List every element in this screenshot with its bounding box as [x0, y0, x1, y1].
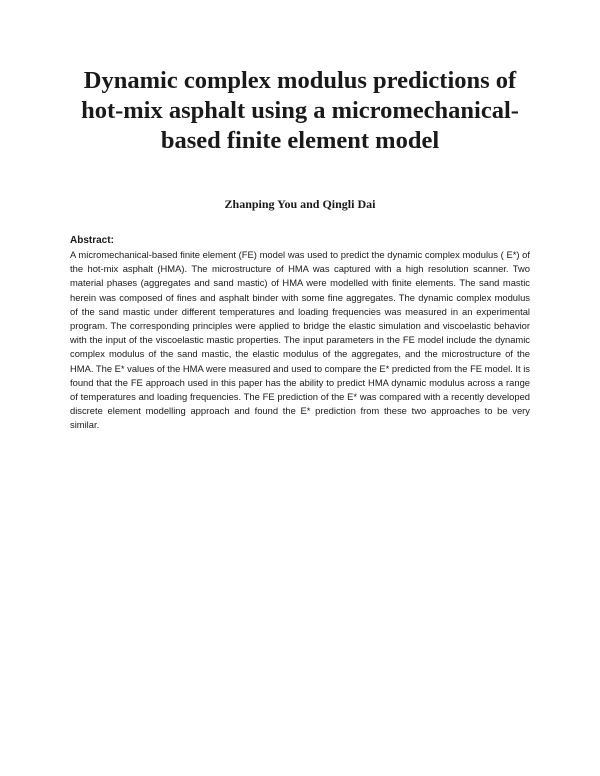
- abstract-text: A micromechanical-based finite element (FE) model was used to predict the dynamic complex modulus ( E*) of the hot-mix asphalt (HMA). The microstructure of HMA was captured with a high resolution scanner. Two material phases (aggregates and sand mastic) of HMA were modelled with finite elements. The sand mastic herein was composed of fines and asphalt binder with some fine aggregates. The dynamic complex modulus of the sand mastic under different temperatures and loading frequencies was measured in an experimental program. The corresponding principles were applied to bridge the elastic simulation and viscoelastic behavior with the input of the viscoelastic mastic properties. The input parameters in the FE model include the dynamic complex modulus of the sand mastic, the elastic modulus of the aggregates, and the microstructure of the HMA. The E* values of the HMA were measured and used to compare the E* predicted from the FE model. It is found that the FE approach used in this paper has the ability to predict HMA dynamic modulus across a range of temperatures and loading frequencies. The FE prediction of the E* was compared with a recently developed discrete element modelling approach and found the E* prediction from these two approaches to be very similar.: [70, 249, 530, 431]
- title-line-2: hot-mix asphalt using a micromechanical-: [81, 97, 519, 124]
- paper-authors: Zhanping You and Qingli Dai: [224, 197, 376, 211]
- abstract-section: [70, 234, 530, 433]
- abstract-heading: Abstract:: [70, 235, 114, 246]
- paper-title: [60, 66, 540, 156]
- title-line-1: Dynamic complex modulus predictions of: [83, 67, 517, 94]
- title-line-3: based finite element model: [160, 127, 440, 154]
